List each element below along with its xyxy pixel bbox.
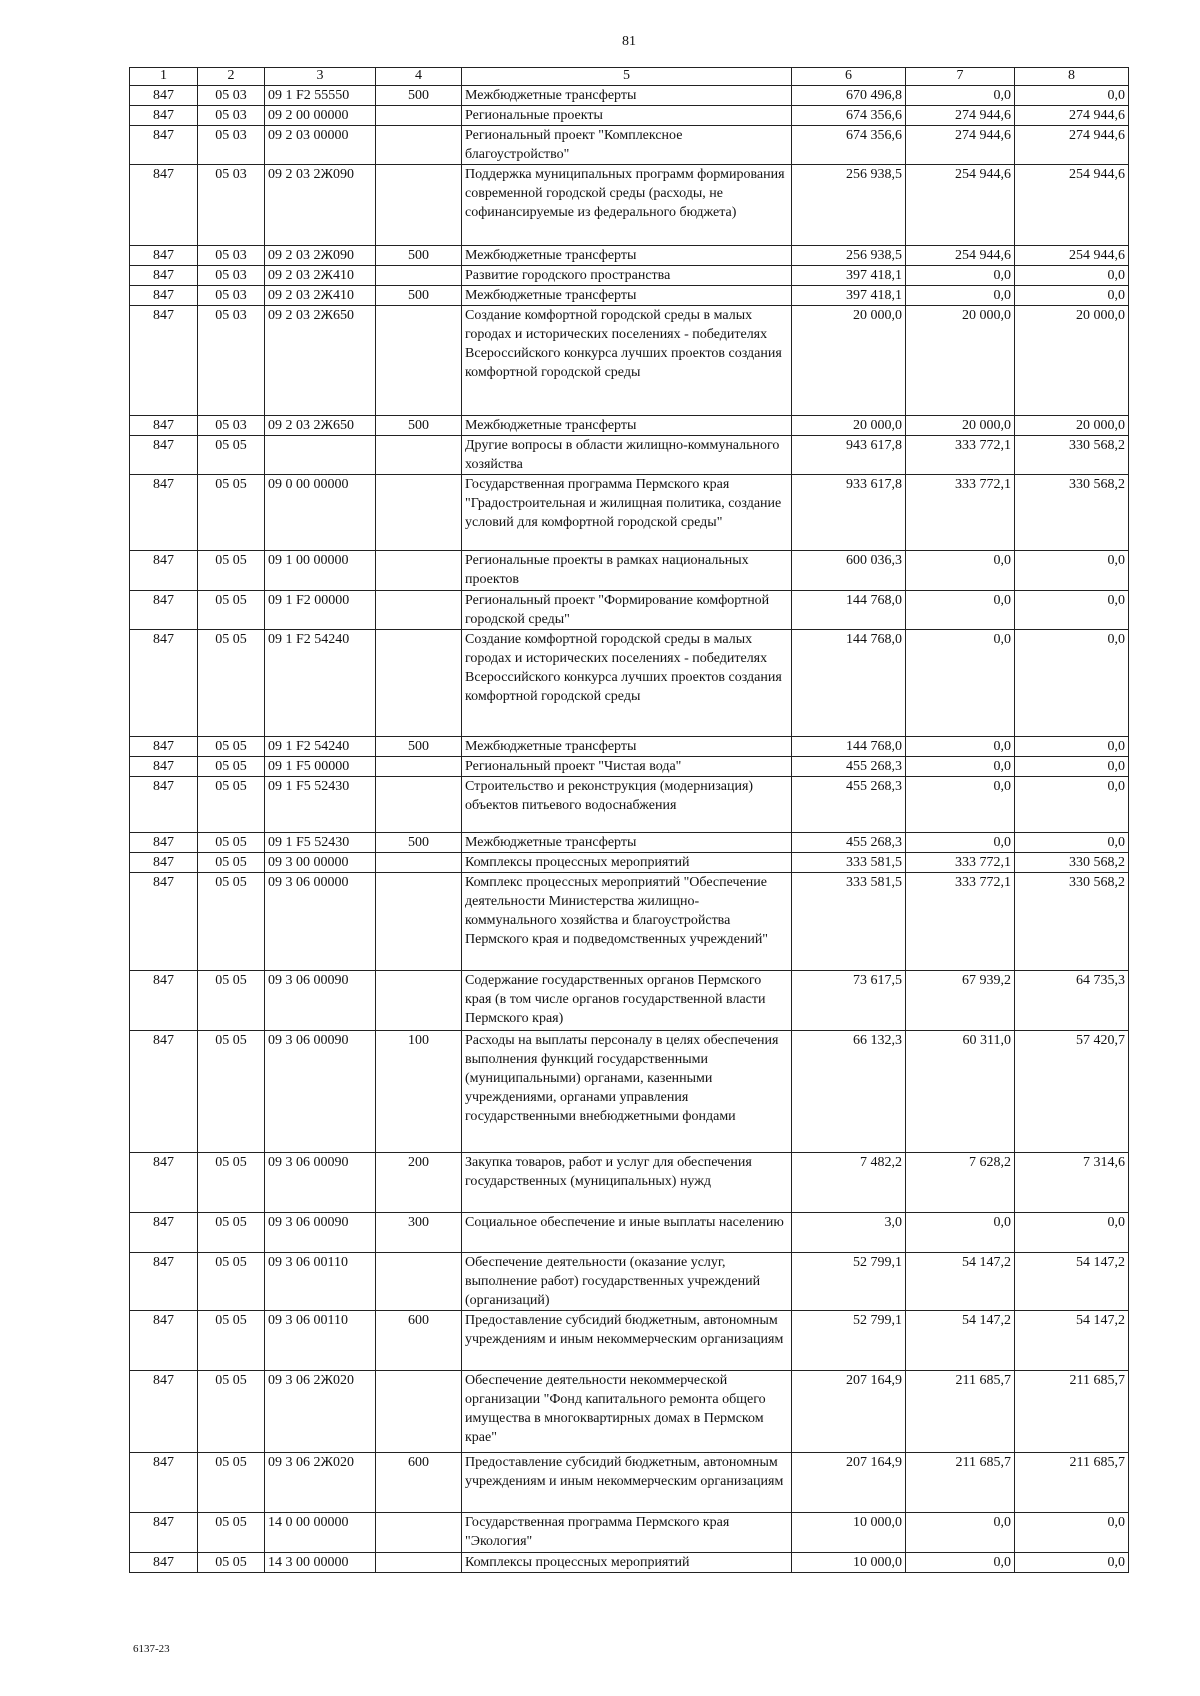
section-code-cell: 05 05	[198, 971, 265, 1031]
amount-col7-cell: 274 944,6	[906, 126, 1015, 165]
section-code-cell: 05 05	[198, 853, 265, 873]
description-cell: Развитие городского пространства	[462, 266, 792, 286]
amount-col6-cell: 943 617,8	[792, 436, 906, 475]
ministry-code-cell: 847	[130, 126, 198, 165]
expense-type-cell: 600	[376, 1453, 462, 1513]
amount-col6-cell: 20 000,0	[792, 306, 906, 416]
expense-type-cell	[376, 266, 462, 286]
description-cell: Социальное обеспечение и иные выплаты населению	[462, 1213, 792, 1253]
target-article-cell: 09 1 F2 54240	[265, 630, 376, 737]
ministry-code-cell: 847	[130, 630, 198, 737]
amount-col6-cell: 20 000,0	[792, 416, 906, 436]
expense-type-cell	[376, 971, 462, 1031]
ministry-code-cell: 847	[130, 1213, 198, 1253]
table-row	[130, 1031, 1129, 1153]
expense-type-cell: 300	[376, 1213, 462, 1253]
ministry-code-cell: 847	[130, 106, 198, 126]
table-row	[130, 246, 1129, 266]
target-article-cell: 09 3 06 2Ж020	[265, 1453, 376, 1513]
amount-col8-cell: 54 147,2	[1015, 1253, 1129, 1311]
column-header: 7	[906, 68, 1015, 86]
amount-col7-cell: 0,0	[906, 630, 1015, 737]
section-code-cell: 05 03	[198, 286, 265, 306]
description-cell: Межбюджетные трансферты	[462, 86, 792, 106]
table-row	[130, 1253, 1129, 1311]
description-cell: Обеспечение деятельности некоммерческой организации "Фонд капитального ремонта общего имущества в многоквартирных домах в Пермском крае"	[462, 1371, 792, 1453]
expense-type-cell	[376, 1253, 462, 1311]
description-cell: Региональные проекты	[462, 106, 792, 126]
ministry-code-cell: 847	[130, 1031, 198, 1153]
amount-col7-cell: 54 147,2	[906, 1311, 1015, 1371]
amount-col6-cell: 207 164,9	[792, 1453, 906, 1513]
amount-col6-cell: 397 418,1	[792, 266, 906, 286]
amount-col8-cell: 0,0	[1015, 757, 1129, 777]
expense-type-cell	[376, 106, 462, 126]
target-article-cell: 09 1 F2 54240	[265, 737, 376, 757]
ministry-code-cell: 847	[130, 777, 198, 833]
expense-type-cell	[376, 630, 462, 737]
amount-col7-cell: 333 772,1	[906, 436, 1015, 475]
table-row	[130, 106, 1129, 126]
table-row	[130, 1453, 1129, 1513]
description-cell: Создание комфортной городской среды в малых городах и исторических поселениях - победителях Всероссийского конкурса лучших проектов создания комфортной городской среды	[462, 306, 792, 416]
ministry-code-cell: 847	[130, 475, 198, 551]
amount-col8-cell: 0,0	[1015, 1513, 1129, 1553]
target-article-cell: 09 3 06 00090	[265, 971, 376, 1031]
section-code-cell: 05 05	[198, 1453, 265, 1513]
table-row	[130, 286, 1129, 306]
expense-type-cell: 200	[376, 1153, 462, 1213]
description-cell: Региональный проект "Формирование комфортной городской среды"	[462, 591, 792, 630]
expense-type-cell	[376, 165, 462, 246]
table-row	[130, 551, 1129, 591]
target-article-cell: 09 2 03 00000	[265, 126, 376, 165]
header-row	[130, 68, 1129, 86]
column-header: 3	[265, 68, 376, 86]
table-row	[130, 416, 1129, 436]
table-row	[130, 853, 1129, 873]
description-cell: Комплексы процессных мероприятий	[462, 1553, 792, 1573]
description-cell: Региональные проекты в рамках национальных проектов	[462, 551, 792, 591]
target-article-cell: 09 1 F2 00000	[265, 591, 376, 630]
target-article-cell: 09 3 06 00090	[265, 1031, 376, 1153]
expense-type-cell: 600	[376, 1311, 462, 1371]
amount-col7-cell: 211 685,7	[906, 1371, 1015, 1453]
amount-col6-cell: 10 000,0	[792, 1553, 906, 1573]
amount-col8-cell: 0,0	[1015, 1553, 1129, 1573]
expense-type-cell	[376, 591, 462, 630]
section-code-cell: 05 05	[198, 777, 265, 833]
amount-col6-cell: 674 356,6	[792, 106, 906, 126]
section-code-cell: 05 03	[198, 266, 265, 286]
amount-col8-cell: 254 944,6	[1015, 246, 1129, 266]
ministry-code-cell: 847	[130, 1153, 198, 1213]
target-article-cell: 09 3 00 00000	[265, 853, 376, 873]
expense-type-cell	[376, 777, 462, 833]
ministry-code-cell: 847	[130, 1453, 198, 1513]
amount-col8-cell: 0,0	[1015, 591, 1129, 630]
target-article-cell: 09 3 06 00110	[265, 1311, 376, 1371]
amount-col6-cell: 52 799,1	[792, 1253, 906, 1311]
section-code-cell: 05 03	[198, 306, 265, 416]
ministry-code-cell: 847	[130, 436, 198, 475]
amount-col8-cell: 330 568,2	[1015, 436, 1129, 475]
amount-col8-cell: 0,0	[1015, 777, 1129, 833]
description-cell: Создание комфортной городской среды в малых городах и исторических поселениях - победителях Всероссийского конкурса лучших проектов создания комфортной городской среды	[462, 630, 792, 737]
ministry-code-cell: 847	[130, 306, 198, 416]
section-code-cell: 05 05	[198, 1153, 265, 1213]
amount-col7-cell: 0,0	[906, 286, 1015, 306]
target-article-cell: 09 1 00 00000	[265, 551, 376, 591]
table-row	[130, 1153, 1129, 1213]
amount-col6-cell: 333 581,5	[792, 853, 906, 873]
amount-col8-cell: 211 685,7	[1015, 1371, 1129, 1453]
amount-col8-cell: 211 685,7	[1015, 1453, 1129, 1513]
section-code-cell: 05 05	[198, 1311, 265, 1371]
target-article-cell: 09 2 03 2Ж650	[265, 416, 376, 436]
ministry-code-cell: 847	[130, 1513, 198, 1553]
description-cell: Региональный проект "Чистая вода"	[462, 757, 792, 777]
expense-type-cell	[376, 551, 462, 591]
target-article-cell: 09 1 F2 55550	[265, 86, 376, 106]
amount-col7-cell: 211 685,7	[906, 1453, 1015, 1513]
amount-col8-cell: 57 420,7	[1015, 1031, 1129, 1153]
column-header: 6	[792, 68, 906, 86]
amount-col8-cell: 0,0	[1015, 86, 1129, 106]
description-cell: Региональный проект "Комплексное благоустройство"	[462, 126, 792, 165]
section-code-cell: 05 05	[198, 436, 265, 475]
expense-type-cell: 500	[376, 86, 462, 106]
description-cell: Содержание государственных органов Пермского края (в том числе органов государственной власти Пермского края)	[462, 971, 792, 1031]
amount-col8-cell: 254 944,6	[1015, 165, 1129, 246]
description-cell: Межбюджетные трансферты	[462, 286, 792, 306]
section-code-cell: 05 05	[198, 1513, 265, 1553]
amount-col7-cell: 0,0	[906, 757, 1015, 777]
section-code-cell: 05 03	[198, 106, 265, 126]
section-code-cell: 05 03	[198, 246, 265, 266]
ministry-code-cell: 847	[130, 416, 198, 436]
section-code-cell: 05 05	[198, 551, 265, 591]
description-cell: Предоставление субсидий бюджетным, автономным учреждениям и иным некоммерческим организациям	[462, 1311, 792, 1371]
amount-col6-cell: 66 132,3	[792, 1031, 906, 1153]
ministry-code-cell: 847	[130, 86, 198, 106]
ministry-code-cell: 847	[130, 853, 198, 873]
section-code-cell: 05 05	[198, 630, 265, 737]
amount-col8-cell: 0,0	[1015, 551, 1129, 591]
amount-col8-cell: 330 568,2	[1015, 873, 1129, 971]
section-code-cell: 05 05	[198, 757, 265, 777]
amount-col8-cell: 274 944,6	[1015, 126, 1129, 165]
ministry-code-cell: 847	[130, 1253, 198, 1311]
target-article-cell: 09 3 06 00110	[265, 1253, 376, 1311]
expense-type-cell: 100	[376, 1031, 462, 1153]
description-cell: Обеспечение деятельности (оказание услуг, выполнение работ) государственных учреждений (организаций)	[462, 1253, 792, 1311]
expense-type-cell	[376, 853, 462, 873]
description-cell: Комплексы процессных мероприятий	[462, 853, 792, 873]
table-row	[130, 1311, 1129, 1371]
table-row	[130, 306, 1129, 416]
target-article-cell: 14 0 00 00000	[265, 1513, 376, 1553]
amount-col7-cell: 0,0	[906, 1513, 1015, 1553]
amount-col6-cell: 933 617,8	[792, 475, 906, 551]
column-header: 5	[462, 68, 792, 86]
section-code-cell: 05 05	[198, 1031, 265, 1153]
amount-col8-cell: 0,0	[1015, 286, 1129, 306]
ministry-code-cell: 847	[130, 286, 198, 306]
ministry-code-cell: 847	[130, 551, 198, 591]
amount-col6-cell: 455 268,3	[792, 757, 906, 777]
ministry-code-cell: 847	[130, 591, 198, 630]
amount-col8-cell: 330 568,2	[1015, 853, 1129, 873]
target-article-cell: 09 2 03 2Ж410	[265, 266, 376, 286]
table-row	[130, 1213, 1129, 1253]
description-cell: Расходы на выплаты персоналу в целях обеспечения выполнения функций государственными (муниципальными) органами, казенными учреждениями, органами управления государственными внебюджетными фондами	[462, 1031, 792, 1153]
amount-col8-cell: 20 000,0	[1015, 416, 1129, 436]
amount-col6-cell: 144 768,0	[792, 591, 906, 630]
ministry-code-cell: 847	[130, 266, 198, 286]
amount-col6-cell: 674 356,6	[792, 126, 906, 165]
table-row	[130, 777, 1129, 833]
ministry-code-cell: 847	[130, 971, 198, 1031]
section-code-cell: 05 05	[198, 873, 265, 971]
page-number: 81	[622, 34, 636, 49]
column-header: 2	[198, 68, 265, 86]
amount-col6-cell: 600 036,3	[792, 551, 906, 591]
amount-col7-cell: 20 000,0	[906, 416, 1015, 436]
amount-col8-cell: 64 735,3	[1015, 971, 1129, 1031]
table-row	[130, 165, 1129, 246]
column-header: 4	[376, 68, 462, 86]
table-row	[130, 436, 1129, 475]
table-row	[130, 1513, 1129, 1553]
description-cell: Строительство и реконструкция (модернизация) объектов питьевого водоснабжения	[462, 777, 792, 833]
section-code-cell: 05 05	[198, 737, 265, 757]
table-row	[130, 757, 1129, 777]
table-row	[130, 737, 1129, 757]
description-cell: Другие вопросы в области жилищно-коммунального хозяйства	[462, 436, 792, 475]
amount-col7-cell: 333 772,1	[906, 475, 1015, 551]
ministry-code-cell: 847	[130, 246, 198, 266]
description-cell: Межбюджетные трансферты	[462, 737, 792, 757]
amount-col6-cell: 10 000,0	[792, 1513, 906, 1553]
description-cell: Комплекс процессных мероприятий "Обеспечение деятельности Министерства жилищно-коммунального хозяйства и благоустройства Пермского края и подведомственных учреждений"	[462, 873, 792, 971]
amount-col8-cell: 0,0	[1015, 630, 1129, 737]
amount-col7-cell: 0,0	[906, 86, 1015, 106]
ministry-code-cell: 847	[130, 1371, 198, 1453]
amount-col8-cell: 0,0	[1015, 737, 1129, 757]
amount-col7-cell: 254 944,6	[906, 165, 1015, 246]
amount-col7-cell: 0,0	[906, 266, 1015, 286]
section-code-cell: 05 03	[198, 165, 265, 246]
amount-col7-cell: 54 147,2	[906, 1253, 1015, 1311]
target-article-cell: 09 2 03 2Ж410	[265, 286, 376, 306]
expense-type-cell: 500	[376, 246, 462, 266]
amount-col6-cell: 7 482,2	[792, 1153, 906, 1213]
target-article-cell	[265, 436, 376, 475]
table-row	[130, 1553, 1129, 1573]
target-article-cell: 09 1 F5 52430	[265, 833, 376, 853]
amount-col7-cell: 0,0	[906, 833, 1015, 853]
amount-col6-cell: 455 268,3	[792, 777, 906, 833]
expense-type-cell: 500	[376, 833, 462, 853]
expense-type-cell	[376, 436, 462, 475]
column-header: 8	[1015, 68, 1129, 86]
section-code-cell: 05 05	[198, 833, 265, 853]
footer-code: 6137-23	[133, 1643, 170, 1655]
table-row	[130, 475, 1129, 551]
section-code-cell: 05 03	[198, 126, 265, 165]
amount-col8-cell: 0,0	[1015, 266, 1129, 286]
target-article-cell: 09 2 03 2Ж650	[265, 306, 376, 416]
table-row	[130, 86, 1129, 106]
expense-type-cell	[376, 873, 462, 971]
section-code-cell: 05 05	[198, 1213, 265, 1253]
target-article-cell: 09 3 06 00000	[265, 873, 376, 971]
section-code-cell: 05 05	[198, 1253, 265, 1311]
amount-col7-cell: 0,0	[906, 777, 1015, 833]
ministry-code-cell: 847	[130, 1311, 198, 1371]
amount-col6-cell: 144 768,0	[792, 630, 906, 737]
amount-col7-cell: 0,0	[906, 1213, 1015, 1253]
ministry-code-cell: 847	[130, 737, 198, 757]
amount-col6-cell: 144 768,0	[792, 737, 906, 757]
target-article-cell: 09 3 06 00090	[265, 1153, 376, 1213]
description-cell: Государственная программа Пермского края "Градостроительная и жилищная политика, создание условий для комфортной городской среды"	[462, 475, 792, 551]
description-cell: Межбюджетные трансферты	[462, 833, 792, 853]
description-cell: Межбюджетные трансферты	[462, 416, 792, 436]
amount-col6-cell: 256 938,5	[792, 165, 906, 246]
target-article-cell: 09 3 06 00090	[265, 1213, 376, 1253]
section-code-cell: 05 03	[198, 86, 265, 106]
table-row	[130, 126, 1129, 165]
section-code-cell: 05 05	[198, 475, 265, 551]
amount-col6-cell: 73 617,5	[792, 971, 906, 1031]
target-article-cell: 09 1 F5 00000	[265, 757, 376, 777]
expense-type-cell	[376, 1513, 462, 1553]
description-cell: Межбюджетные трансферты	[462, 246, 792, 266]
table-row	[130, 1371, 1129, 1453]
target-article-cell: 09 2 03 2Ж090	[265, 246, 376, 266]
table-row	[130, 873, 1129, 971]
amount-col8-cell: 0,0	[1015, 1213, 1129, 1253]
description-cell: Предоставление субсидий бюджетным, автономным учреждениям и иным некоммерческим организациям	[462, 1453, 792, 1513]
section-code-cell: 05 05	[198, 591, 265, 630]
amount-col7-cell: 0,0	[906, 1553, 1015, 1573]
description-cell: Государственная программа Пермского края "Экология"	[462, 1513, 792, 1553]
amount-col6-cell: 256 938,5	[792, 246, 906, 266]
budget-table	[129, 67, 1129, 1573]
amount-col7-cell: 60 311,0	[906, 1031, 1015, 1153]
expense-type-cell	[376, 1553, 462, 1573]
amount-col7-cell: 333 772,1	[906, 853, 1015, 873]
amount-col6-cell: 333 581,5	[792, 873, 906, 971]
target-article-cell: 14 3 00 00000	[265, 1553, 376, 1573]
expense-type-cell	[376, 126, 462, 165]
amount-col7-cell: 0,0	[906, 591, 1015, 630]
target-article-cell: 09 1 F5 52430	[265, 777, 376, 833]
amount-col7-cell: 20 000,0	[906, 306, 1015, 416]
description-cell: Поддержка муниципальных программ формирования современной городской среды (расходы, не софинансируемые из федерального бюджета)	[462, 165, 792, 246]
section-code-cell: 05 03	[198, 416, 265, 436]
amount-col7-cell: 333 772,1	[906, 873, 1015, 971]
amount-col7-cell: 7 628,2	[906, 1153, 1015, 1213]
amount-col6-cell: 455 268,3	[792, 833, 906, 853]
ministry-code-cell: 847	[130, 165, 198, 246]
section-code-cell: 05 05	[198, 1553, 265, 1573]
amount-col7-cell: 67 939,2	[906, 971, 1015, 1031]
amount-col6-cell: 397 418,1	[792, 286, 906, 306]
amount-col6-cell: 3,0	[792, 1213, 906, 1253]
expense-type-cell: 500	[376, 737, 462, 757]
ministry-code-cell: 847	[130, 873, 198, 971]
amount-col8-cell: 274 944,6	[1015, 106, 1129, 126]
amount-col7-cell: 0,0	[906, 551, 1015, 591]
table-body	[130, 86, 1129, 1573]
ministry-code-cell: 847	[130, 757, 198, 777]
amount-col6-cell: 207 164,9	[792, 1371, 906, 1453]
amount-col8-cell: 330 568,2	[1015, 475, 1129, 551]
table-row	[130, 833, 1129, 853]
expense-type-cell	[376, 757, 462, 777]
amount-col8-cell: 7 314,6	[1015, 1153, 1129, 1213]
target-article-cell: 09 3 06 2Ж020	[265, 1371, 376, 1453]
table-row	[130, 971, 1129, 1031]
expense-type-cell	[376, 306, 462, 416]
target-article-cell: 09 2 00 00000	[265, 106, 376, 126]
table-row	[130, 266, 1129, 286]
amount-col8-cell: 0,0	[1015, 833, 1129, 853]
ministry-code-cell: 847	[130, 1553, 198, 1573]
expense-type-cell: 500	[376, 416, 462, 436]
target-article-cell: 09 2 03 2Ж090	[265, 165, 376, 246]
amount-col6-cell: 670 496,8	[792, 86, 906, 106]
section-code-cell: 05 05	[198, 1371, 265, 1453]
description-cell: Закупка товаров, работ и услуг для обеспечения государственных (муниципальных) нужд	[462, 1153, 792, 1213]
amount-col8-cell: 20 000,0	[1015, 306, 1129, 416]
amount-col7-cell: 274 944,6	[906, 106, 1015, 126]
column-header: 1	[130, 68, 198, 86]
expense-type-cell	[376, 1371, 462, 1453]
amount-col8-cell: 54 147,2	[1015, 1311, 1129, 1371]
table-row	[130, 591, 1129, 630]
target-article-cell: 09 0 00 00000	[265, 475, 376, 551]
ministry-code-cell: 847	[130, 833, 198, 853]
table-row	[130, 630, 1129, 737]
expense-type-cell: 500	[376, 286, 462, 306]
amount-col7-cell: 254 944,6	[906, 246, 1015, 266]
amount-col7-cell: 0,0	[906, 737, 1015, 757]
expense-type-cell	[376, 475, 462, 551]
amount-col6-cell: 52 799,1	[792, 1311, 906, 1371]
